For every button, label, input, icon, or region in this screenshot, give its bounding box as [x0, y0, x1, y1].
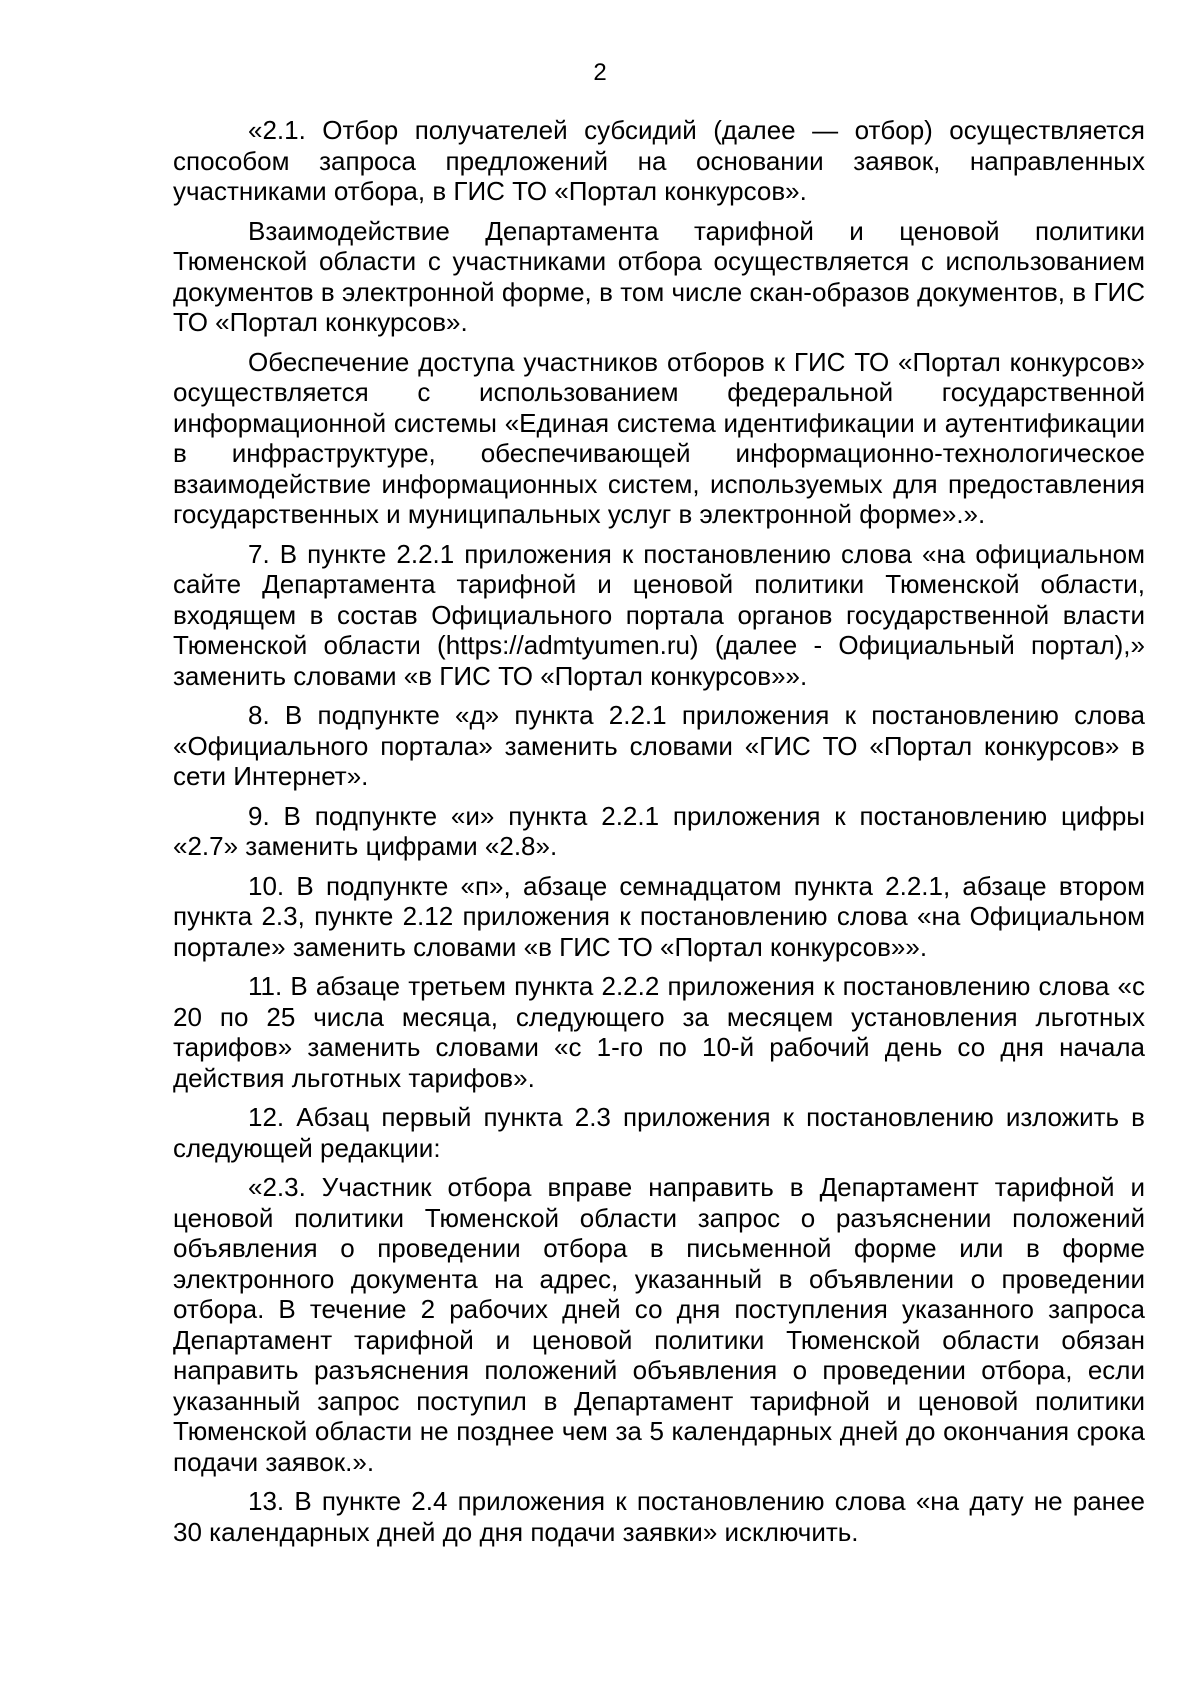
page-number: 2 [593, 59, 607, 86]
paragraph-item-9: 9. В подпункте «и» пункта 2.2.1 приложения к постановлению цифры «2.7» заменить цифрами «2.8». [173, 800, 1145, 861]
paragraph-2-1-selection-method: «2.1. Отбор получателей субсидий (далее — отбор) осуществляется способом запроса предложений на основании заявок, направленных участниками отбора, в ГИС ТО «Портал конкурсов». [173, 115, 1145, 206]
paragraph-item-7: 7. В пункте 2.2.1 приложения к постановлению слова «на официальном сайте Департамента тарифной и ценовой политики Тюменской области, входящем в состав Официального портала органов государственной власти Тюменской области (https://admtyumen.ru) (далее - Официальный портал),» заменить словами «в ГИС ТО «Портал конкурсов»». [173, 538, 1145, 691]
paragraph-item-11: 11. В абзаце третьем пункта 2.2.2 приложения к постановлению слова «с 20 по 25 числа месяца, следующего за месяцем установления льготных тарифов» заменить словами «с 1-го по 10-й рабочий день со дня начала действия льготных тарифов». [173, 971, 1145, 1093]
paragraph-item-8: 8. В подпункте «д» пункта 2.2.1 приложения к постановлению слова «Официального портала» заменить словами «ГИС ТО «Портал конкурсов» в сети Интернет». [173, 700, 1145, 791]
paragraph-item-10: 10. В подпункте «п», абзаце семнадцатом пункта 2.2.1, абзаце втором пункта 2.3, пункте 2.12 приложения к постановлению слова «на Официальном портале» заменить словами «в ГИС ТО «Портал конкурсов»». [173, 870, 1145, 962]
paragraph-access-esia: Обеспечение доступа участников отборов к ГИС ТО «Портал конкурсов» осуществляется с использованием федеральной государственной информационной системы «Единая система идентификации и аутентификации в инфраструктуре, обеспечивающей информационно-технологическое взаимодействие информационных систем, используемых для предоставления государственных и муниципальных услуг в электронной форме».». [173, 346, 1145, 529]
paragraph-2-3-new-wording: «2.3. Участник отбора вправе направить в Департамент тарифной и ценовой политики Тюменской области запрос о разъяснении положений объявления о проведении отбора в письменной форме или в форме электронного документа на адрес, указанный в объявлении о проведении отбора. В течение 2 рабочих дней со дня поступления указанного запроса Департамент тарифной и ценовой политики Тюменской области обязан направить разъяснения положений объявления о проведении отбора, если указанный запрос поступил в Департамент тарифной и ценовой политики Тюменской области не позднее чем за 5 календарных дней до окончания срока подачи заявок.». [173, 1172, 1145, 1477]
document-body [173, 115, 1145, 1556]
paragraph-item-13: 13. В пункте 2.4 приложения к постановлению слова «на дату не ранее 30 календарных дней до дня подачи заявки» исключить. [173, 1486, 1145, 1547]
paragraph-item-12: 12. Абзац первый пункта 2.3 приложения к постановлению изложить в следующей редакции: [173, 1102, 1145, 1163]
paragraph-interaction-electronic-form: Взаимодействие Департамента тарифной и ценовой политики Тюменской области с участниками отбора осуществляется с использованием документов в электронной форме, в том числе скан-образов документов, в ГИС ТО «Портал конкурсов». [173, 215, 1145, 337]
